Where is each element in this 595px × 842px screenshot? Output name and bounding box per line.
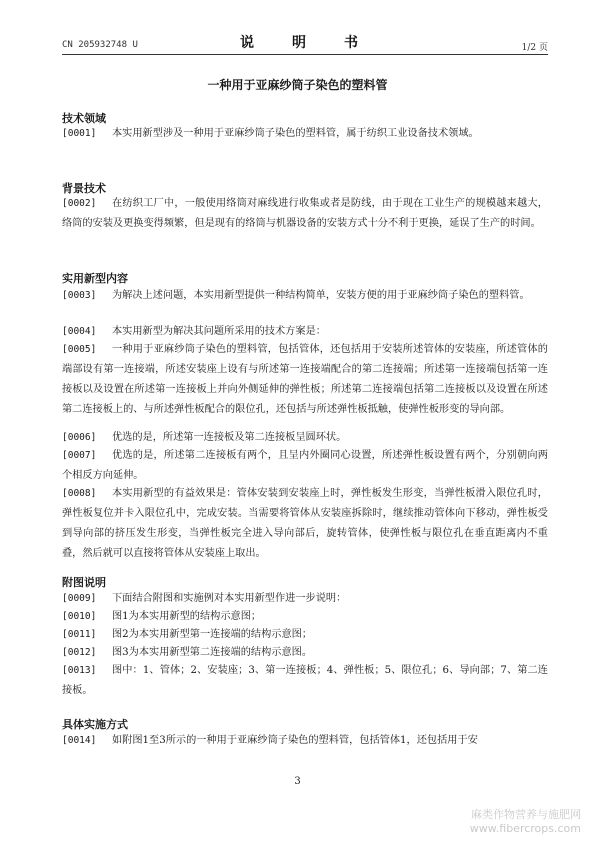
paragraph-number: [0010]: [62, 611, 97, 622]
paragraph: [62, 589, 548, 609]
watermark-line-2: www.fibercrops.com: [469, 822, 581, 835]
paragraph: [62, 428, 548, 448]
paragraph-number: [0014]: [62, 735, 97, 746]
section-heading-background: 背景技术: [62, 182, 106, 195]
paragraph-text: 图3为本实用新型第二连接端的结构示意图。: [112, 647, 313, 658]
document-title: 一种用于亚麻纱筒子染色的塑料管: [207, 78, 388, 92]
publication-number: CN 205932748 U: [62, 40, 138, 50]
paragraph: [62, 446, 548, 486]
section-heading-field: 技术领域: [62, 112, 106, 125]
paragraph-text: 图1为本实用新型的结构示意图；: [112, 611, 262, 622]
paragraph: [62, 625, 548, 645]
paragraph-number: [0007]: [62, 450, 97, 461]
paragraph: [62, 340, 548, 420]
paragraph-text: 在纺织工厂中，一般使用络筒对麻线进行收集或者是防线，由于现在工业生产的规模越来越大，络筒的安装及更换变得频繁，但是现有的络筒与机器设备的安装方式十分不利于更换，延误了生产的时间。: [62, 198, 548, 229]
paragraph-text: 本实用新型的有益效果是：管体安装到安装座上时，弹性板发生形变，当弹性板滑入限位孔时，弹性板复位并卡入限位孔中，完成安装。当需要将管体从安装座拆除时，继续推动管体向下移动，弹性板受到导向部的挤压发生形变，当弹性板完全进入导向部后，旋转管体，使弹性板与限位孔在垂直距离内不重叠，然后就可以直接将管体从安装座上取出。: [62, 488, 548, 559]
paragraph-text: 为解决上述问题，本实用新型提供一种结构简单，安装方便的用于亚麻纱筒子染色的塑料管。: [112, 290, 530, 301]
paragraph-text: 下面结合附图和实施例对本实用新型作进一步说明：: [112, 593, 347, 604]
paragraph-number: [0008]: [62, 488, 97, 499]
paragraph-number: [0011]: [62, 629, 97, 640]
paragraph-number: [0012]: [62, 647, 97, 658]
paragraph: [62, 607, 548, 627]
paragraph-number: [0002]: [62, 198, 97, 209]
paragraph-number: [0004]: [62, 326, 97, 337]
paragraph: [62, 124, 548, 144]
paragraph: [62, 322, 548, 342]
paragraph-text: 图中：1、管体；2、安装座；3、第一连接板；4、弹性板；5、限位孔；6、导向部；7、第二连接板。: [62, 665, 548, 696]
paragraph-text: 如附图1至3所示的一种用于亚麻纱筒子染色的塑料管，包括管体1，还包括用于安: [112, 735, 478, 746]
paragraph: [62, 484, 548, 564]
paragraph-text: 一种用于亚麻纱筒子染色的塑料管，包括管体，还包括用于安装所述管体的安装座，所述管体的端部设有第一连接端，所述安装座上设有与所述第一连接端配合的第二连接端；所述第一连接端包括第一连接板以及设置在所述第一连接板上并向外侧延伸的弹性板；所述第二连接端包括第二连接板以及设置在所述第二连接板上的、与所述弹性板配合的限位孔，还包括与所述弹性板抵触，使弹性板形变的导向部。: [62, 344, 548, 415]
paragraph-text: 本实用新型涉及一种用于亚麻纱筒子染色的塑料管，属于纺织工业设备技术领域。: [112, 128, 479, 139]
paragraph: [62, 194, 548, 234]
paragraph-text: 图2为本实用新型第一连接端的结构示意图；: [112, 629, 313, 640]
page-number: 3: [294, 776, 301, 787]
section-heading-content: 实用新型内容: [62, 272, 128, 285]
paragraph: [62, 731, 548, 751]
section-heading-drawings: 附图说明: [62, 576, 106, 589]
paragraph-text: 优选的是，所述第一连接板及第二连接板呈圆环状。: [112, 432, 347, 443]
paragraph: [62, 643, 548, 663]
watermark-line-1: 麻类作物营养与施肥网: [471, 808, 581, 821]
watermark: [470, 806, 581, 835]
header-title: 说 明 书: [240, 35, 370, 51]
paragraph: [62, 661, 548, 701]
paragraph-number: [0009]: [62, 593, 97, 604]
paragraph-text: 优选的是，所述第二连接板有两个，且呈内外圈同心设置，所述弹性板设置有两个，分别朝向两个相反方向延伸。: [62, 450, 548, 481]
paragraph-number: [0005]: [62, 344, 97, 355]
page-info: 1/2 页: [521, 43, 548, 53]
paragraph-number: [0003]: [62, 290, 97, 301]
paragraph-number: [0006]: [62, 432, 97, 443]
paragraph-number: [0001]: [62, 128, 97, 139]
section-heading-embodiment: 具体实施方式: [62, 718, 128, 731]
paragraph-text: 本实用新型为解决其问题所采用的技术方案是：: [112, 326, 326, 337]
paragraph-number: [0013]: [62, 665, 97, 676]
paragraph: [62, 286, 548, 306]
page-header: [62, 32, 548, 55]
